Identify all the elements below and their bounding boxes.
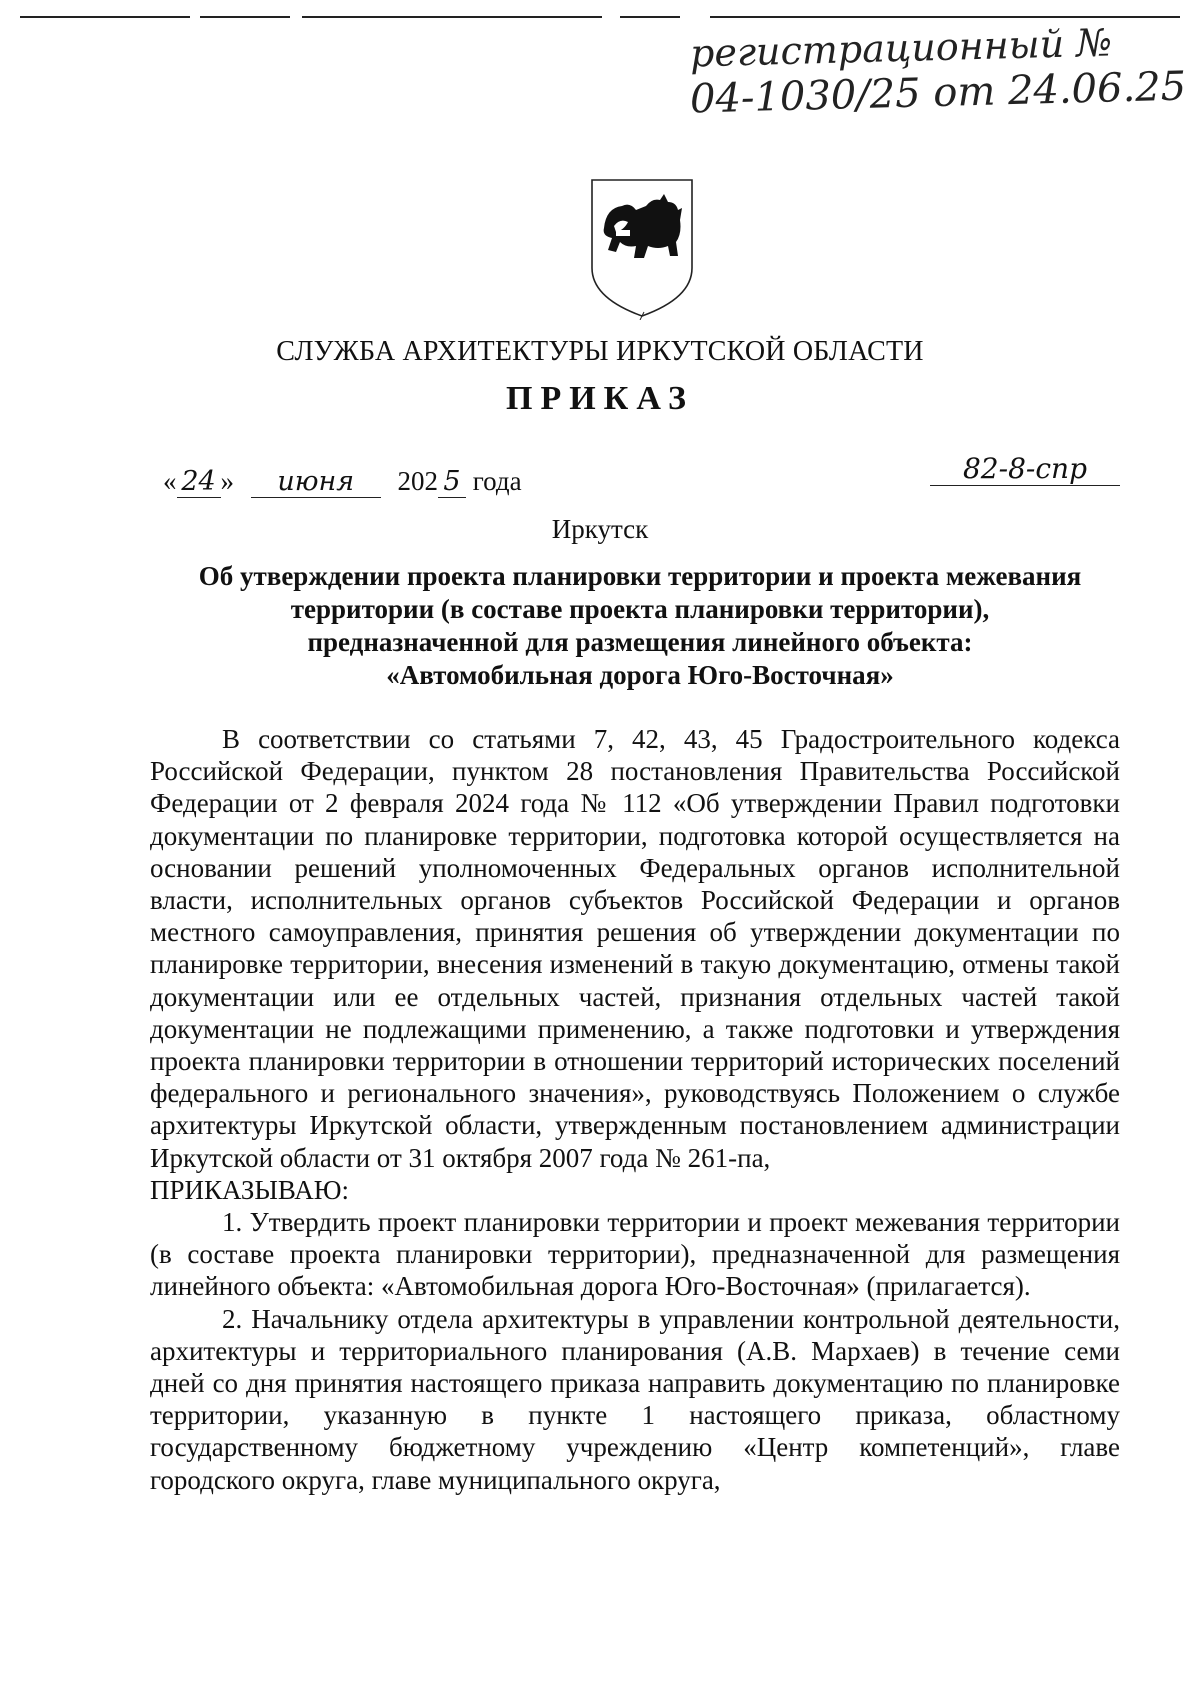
preamble-paragraph: В соответствии со статьями 7, 42, 43, 45 Градостроительного кодекса Российской Федерации, пунктом 28 постановления Правительства Российской Федерации от 2 февраля 2024 года № 112 «Об утверждении Правил подготовки документации по планировке территории, подготовка которой осуществляется на основании решений уполномоченных Федеральных органов исполнительной власти, исполнительных органов субъектов Российской Федерации и органов местного самоуправления, принятия решения об утверждении документации по планировке территории, внесения изменений в такую документацию, отмены такой документации или ее отдельных частей, признания отдельных частей такой документации не подлежащими применению, а также подготовки и утверждения проекта планировки территории в отношении территорий исторических поселений федерального и регионального значения», руководствуясь Положением о службе архитектуры Иркутской области, утвержденным постановлением администрации Иркутской области от 31 октября 2007 года № 261-па, — [150, 724, 1120, 1173]
date-open-quote: « — [163, 466, 177, 496]
city: Иркутск — [551, 514, 649, 544]
heading-line: предназначенной для размещения линейного объекта: — [307, 627, 973, 657]
date-close-quote: » — [220, 466, 234, 496]
registration-note-line1: регистрационный № — [689, 20, 1113, 76]
order-number: 82-8-спр — [930, 452, 1120, 486]
registration-note-line2: 04-1030/25 от 24.06.25 — [689, 63, 1187, 123]
document-body — [150, 723, 1120, 1496]
document-heading — [160, 560, 1120, 692]
heading-line: «Автомобильная дорога Юго-Восточная» — [386, 660, 894, 690]
heading-line: Об утверждении проекта планировки территории и проекта межевания — [198, 561, 1082, 591]
organization-name: СЛУЖБА АРХИТЕКТУРЫ ИРКУТСКОЙ ОБЛАСТИ — [276, 336, 924, 367]
order-item-2: 2. Начальнику отдела архитектуры в управлении контрольной деятельности, архитектуры и территориального планирования (А.В. Мархаев) в течение семи дней со дня принятия настоящего приказа направить документацию по планировке территории, указанную в пункте 1 настоящего приказа, областному государственному бюджетному учреждению «Центр компетенций», главе городского округа, главе муниципального округа, — [150, 1303, 1120, 1495]
order-command: ПРИКАЗЫВАЮ: — [150, 1174, 349, 1205]
date-year-word: года — [472, 466, 522, 496]
coat-of-arms-icon — [586, 176, 698, 320]
order-date — [163, 466, 522, 498]
document-type-title: ПРИКАЗ — [506, 380, 694, 417]
heading-line: территории (в составе проекта планировки территории), — [290, 594, 990, 624]
date-day: 24 — [177, 466, 221, 498]
date-year-suffix: 5 — [438, 466, 466, 498]
date-month: июня — [251, 466, 381, 498]
top-rule — [20, 16, 1180, 18]
date-year-prefix: 202 — [397, 466, 438, 496]
order-item-1: 1. Утвердить проект планировки территории и проект межевания территории (в составе проекта планировки территории), предназначенной для размещения линейного объекта: «Автомобильная дорога Юго-Восточная» (прилагается). — [150, 1207, 1120, 1302]
